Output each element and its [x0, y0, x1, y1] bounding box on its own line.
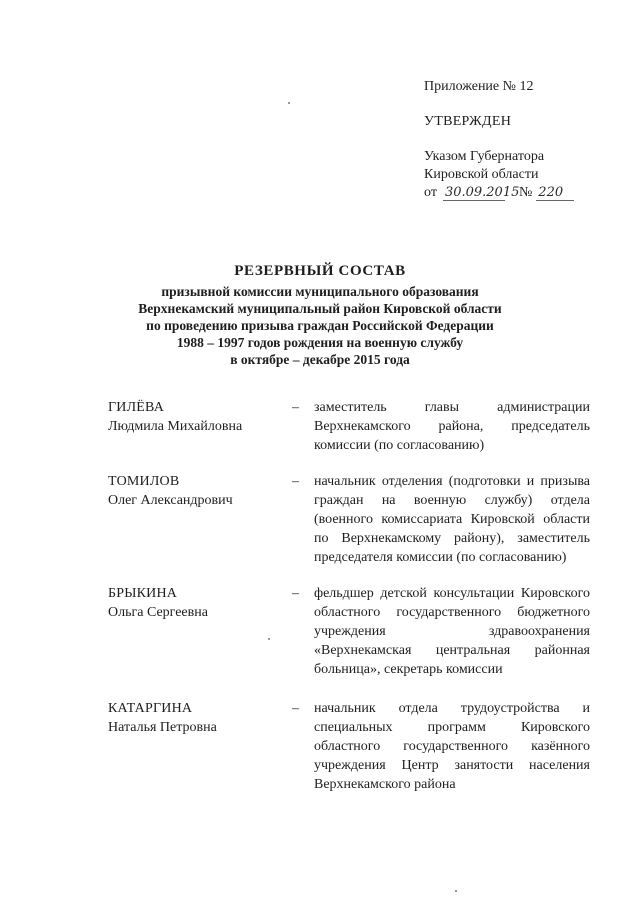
decree-line-2: Кировской области	[424, 167, 539, 182]
member-name	[108, 699, 288, 795]
member-given-name: Олег Александрович	[108, 492, 233, 508]
appendix-label: Приложение № 12	[424, 79, 534, 94]
member-name	[108, 584, 288, 680]
title-line-5: в октябре – декабре 2015 года	[230, 352, 410, 367]
date-prefix: от	[424, 185, 437, 200]
decree-line-1: Указом Губернатора	[424, 149, 545, 164]
handwritten-number: 220	[536, 186, 574, 201]
member-given-name: Наталья Петровна	[108, 719, 217, 735]
members-list	[108, 398, 590, 795]
member-role: начальник отделения (подготовки и призыва граждан на военную службу) отдела (военного комиссариата Кировской области по Верхнекамскому району), заместитель председателя комиссии (по согласованию)	[314, 473, 590, 566]
member-dash: –	[292, 473, 299, 489]
scan-speck	[268, 638, 270, 640]
member-given-name: Людмила Михайловна	[108, 419, 243, 435]
member-surname: БРЫКИНА	[108, 585, 178, 601]
title-line-2: Верхнекамский муниципальный район Кировской области	[138, 301, 502, 316]
member-name	[108, 398, 288, 456]
title-line-4: 1988 – 1997 годов рождения на военную службу	[176, 335, 464, 350]
member-name	[108, 472, 288, 568]
member-dash: –	[292, 700, 299, 716]
member-given-name: Ольга Сергеевна	[108, 604, 208, 620]
member-role: фельдшер детской консультации Кировского областного государственного бюджетного учреждения здравоохранения «Верхнекамская центральная районная больница», секретарь комиссии	[314, 585, 590, 678]
title-line-1: призывной комиссии муниципального образования	[161, 284, 479, 299]
number-prefix: №	[518, 185, 533, 200]
member-surname: ГИЛЁВА	[108, 400, 165, 415]
decree-date-row	[424, 184, 624, 202]
member-entry	[108, 398, 590, 456]
handwritten-date: 30.09.2015	[444, 185, 520, 200]
scan-speck	[288, 102, 290, 104]
title-heading: РЕЗЕРВНЫЙ СОСТАВ	[234, 263, 406, 279]
member-surname: ТОМИЛОВ	[108, 473, 180, 489]
approved-label: УТВЕРЖДЕН	[424, 114, 512, 129]
member-entry	[108, 699, 590, 795]
member-dash: –	[292, 585, 299, 601]
member-entry	[108, 472, 590, 568]
member-surname: КАТАРГИНА	[108, 700, 193, 716]
title-line-3: по проведению призыва граждан Российской Федерации	[146, 318, 494, 333]
member-role: начальник отдела трудоустройства и специальных программ Кировского областного государственного казённого учреждения Центр занятости населения Верхнекамского района	[314, 700, 590, 793]
member-dash: –	[292, 400, 299, 415]
member-entry	[108, 584, 590, 680]
member-role: заместитель главы администрации Верхнекамского района, председатель комиссии (по согласованию)	[314, 400, 590, 454]
document-title	[110, 262, 530, 368]
scan-speck	[455, 890, 457, 892]
approval-header	[424, 78, 624, 202]
